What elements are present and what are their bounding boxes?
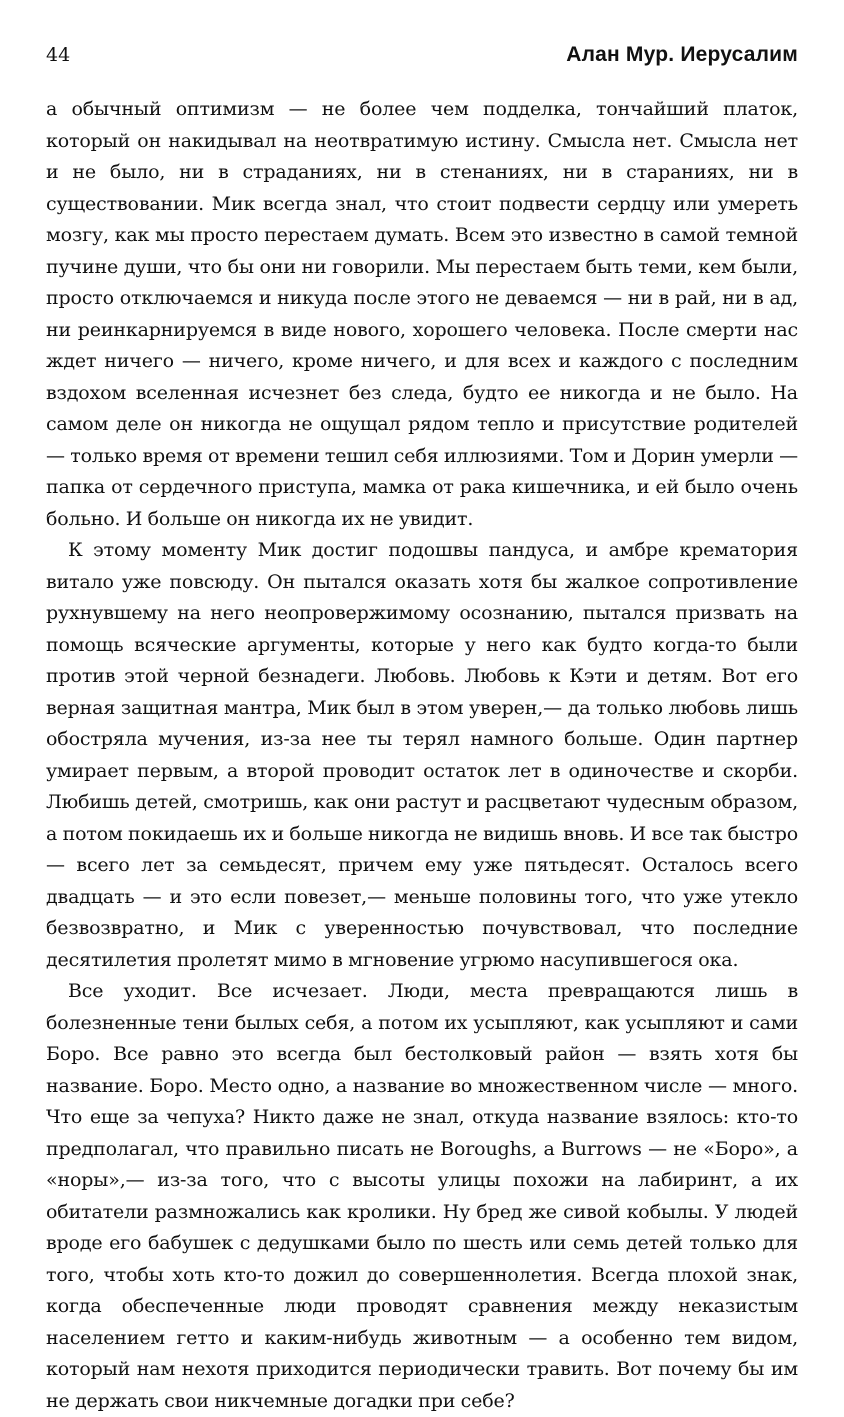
page-header: [46, 40, 798, 72]
paragraph-1: а обычный оптимизм — не более чем подделка, тончайший платок, который он накидывал на неотвратимую истину. Смысла нет. Смысла нет и не было, ни в страданиях, ни в стенаниях, ни в стараниях, ни в существовании. Мик всегда знал, что стоит подвести сердцу или умереть мозгу, как мы просто перестаем думать. Всем это известно в самой темной пучине души, что бы они ни говорили. Мы перестаем быть теми, кем были, просто отключаемся и никуда после этого не деваемся — ни в рай, ни в ад, ни реинкарнируемся в виде нового, хорошего человека. После смерти нас ждет ничего — ничего, кроме ничего, и для всех и каждого с последним вздохом вселенная исчезнет без следа, будто ее никогда и не было. На самом деле он никогда не ощущал рядом тепло и присутствие родителей — только время от времени тешил себя иллюзиями. Том и Дорин умерли — папка от сердечного приступа, мамка от рака кишечника, и ей было очень больно. И больше он никогда их не увидит.: [46, 98, 798, 530]
body-text: [46, 94, 798, 1417]
book-page: [46, 40, 799, 1412]
running-title: Алан Мур. Иерусалим: [566, 43, 798, 66]
paragraph-3: Все уходит. Все исчезает. Люди, места превращаются лишь в болезненные тени былых себя, а потом их усыпляют, как усыпляют и сами Боро. Все равно это всегда был бестолковый район — взять хотя бы название. Боро. Место одно, а название во множественном числе — много. Что еще за чепуха? Никто даже не знал, откуда название взялось: кто-то предполагал, что правильно писать не Boroughs, а Burrows — не «Боро», а «норы»,— из-за того, что с высоты улицы похожи на лабиринт, а их обитатели размножались как кролики. Ну бред же сивой кобылы. У людей вроде его бабушек с дедушками было по шесть или семь детей только для того, чтобы хоть кто-то дожил до совершеннолетия. Всегда плохой знак, когда обеспеченные люди проводят сравнения между неказистым населением гетто и каким-нибудь животным — а особенно тем видом, который нам нехотя приходится периодически травить. Вот почему бы им не держать свои никчемные догадки при себе?: [46, 980, 798, 1412]
page-number: 44: [46, 44, 71, 66]
paragraph-2: К этому моменту Мик достиг подошвы пандуса, и амбре крематория витало уже повсюду. Он пытался оказать хотя бы жалкое сопротивление рухнувшему на него неопровержимому осознанию, пытался призвать на помощь всяческие аргументы, которые у него как будто когда-то были против этой черной безнадеги. Любовь. Любовь к Кэти и детям. Вот его верная защитная мантра, Мик был в этом уверен,— да только любовь лишь обостряла мучения, из-за нее ты терял намного больше. Один партнер умирает первым, а второй проводит остаток лет в одиночестве и скорби. Любишь детей, смотришь, как они растут и расцветают чудесным образом, а потом покидаешь их и больше никогда не видишь вновь. И все так быстро — всего лет за семьдесят, причем ему уже пятьдесят. Осталось всего двадцать — и это если повезет,— меньше половины того, что уже утекло безвозвратно, и Мик с уверенностью почувствовал, что последние десятилетия пролетят мимо в мгновение угрюмо насупившегося ока.: [46, 539, 799, 971]
